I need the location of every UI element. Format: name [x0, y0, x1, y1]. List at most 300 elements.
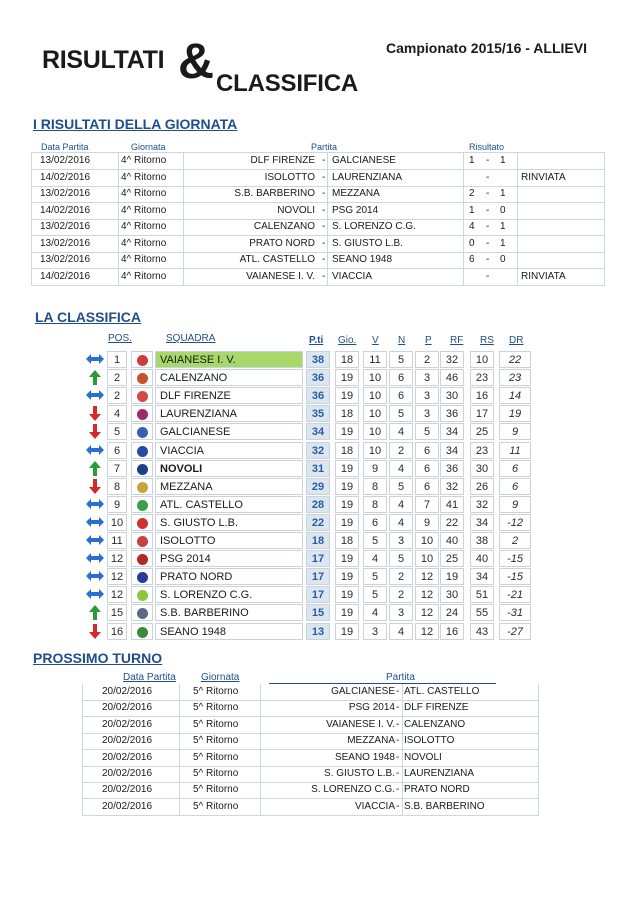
away-team: LAURENZIANA: [332, 171, 403, 183]
losses: 12: [415, 586, 439, 603]
games-played: 19: [335, 623, 359, 640]
goals-against: 34: [470, 514, 494, 531]
title-classifica: CLASSIFICA: [216, 70, 359, 97]
team-logo-icon: [131, 586, 153, 603]
goal-difference: 19: [499, 405, 531, 422]
fixture-column-divider: [538, 684, 539, 815]
team-name: DLF FIRENZE: [155, 387, 303, 404]
goal-difference: 23: [499, 369, 531, 386]
column-divider: [327, 153, 328, 285]
fixture-giornata: 5^ Ritorno: [193, 768, 239, 779]
away-goals: 0: [500, 254, 506, 265]
fixture-away-team: S.B. BARBERINO: [404, 800, 485, 812]
losses: 10: [415, 532, 439, 549]
team-crest-icon: [137, 627, 148, 638]
games-played: 18: [335, 405, 359, 422]
match-separator: -: [322, 221, 326, 232]
fixture-separator: -: [396, 784, 400, 796]
col-header-partita: Partita: [311, 142, 338, 152]
draws: 6: [389, 387, 413, 404]
fixture-separator: -: [396, 686, 400, 697]
fixture-home-team: VIACCIA: [354, 800, 395, 812]
team-logo-icon: [131, 532, 153, 549]
standings-row: [85, 604, 533, 622]
losses: 6: [415, 460, 439, 477]
fixture-home-team: PSG 2014: [348, 702, 395, 714]
pt-col-header-partita: Partita: [386, 672, 415, 683]
team-crest-icon: [137, 518, 148, 529]
team-name: CALENZANO: [155, 369, 303, 386]
wins: 6: [363, 514, 387, 531]
section-classifica-title: LA CLASSIFICA: [35, 309, 142, 325]
fixture-giornata: 5^ Ritorno: [193, 686, 239, 697]
home-team: VAIANESE I. V.: [246, 270, 315, 282]
games-played: 19: [335, 568, 359, 585]
goals-for: 19: [440, 568, 464, 585]
fixture-home-team: S. GIUSTO L.B.: [324, 768, 395, 779]
title-ampersand: &: [178, 33, 215, 89]
standings-row: [85, 423, 533, 441]
losses: 6: [415, 442, 439, 459]
goal-difference: 6: [499, 460, 531, 477]
games-played: 19: [335, 550, 359, 567]
games-played: 19: [335, 387, 359, 404]
team-points: 36: [306, 369, 330, 386]
losses: 5: [415, 423, 439, 440]
goal-difference: -12: [499, 514, 531, 531]
wins: 11: [363, 351, 387, 368]
fixture-home-team: VAIANESE I. V.: [326, 718, 395, 730]
goals-for: 30: [440, 586, 464, 603]
team-points: 22: [306, 514, 330, 531]
match-note: RINVIATA: [521, 270, 566, 282]
away-team: PSG 2014: [332, 204, 379, 216]
team-logo-icon: [131, 387, 153, 404]
fixture-giornata: 5^ Ritorno: [193, 702, 239, 714]
standings-row: [85, 532, 533, 550]
col-header-risultato: Risultato: [469, 142, 505, 152]
games-played: 18: [335, 442, 359, 459]
column-divider: [118, 153, 119, 285]
team-logo-icon: [131, 442, 153, 459]
goal-difference: 6: [499, 478, 531, 495]
wins: 3: [363, 623, 387, 640]
match-separator: -: [322, 270, 326, 282]
draws: 6: [389, 369, 413, 386]
goals-against: 55: [470, 604, 494, 621]
match-separator: -: [322, 155, 326, 166]
goals-against: 38: [470, 532, 494, 549]
draws: 3: [389, 604, 413, 621]
team-crest-icon: [137, 427, 148, 438]
trend-down-arrow-icon: [88, 624, 102, 644]
col-header-pti: P.ti: [309, 335, 324, 346]
fixture-divider: [82, 815, 539, 816]
draws: 5: [389, 351, 413, 368]
match-date: 14/02/2016: [40, 204, 91, 216]
team-points: 36: [306, 387, 330, 404]
team-points: 34: [306, 423, 330, 440]
goal-difference: 22: [499, 351, 531, 368]
standings-row: [85, 496, 533, 514]
team-logo-icon: [131, 351, 153, 368]
home-goals: 1: [469, 155, 475, 166]
draws: 4: [389, 496, 413, 513]
home-team: ATL. CASTELLO: [239, 254, 315, 265]
home-team: NOVOLI: [277, 204, 315, 216]
result-separator: -: [486, 188, 490, 199]
goals-for: 41: [440, 496, 464, 513]
team-crest-icon: [137, 464, 148, 475]
team-crest-icon: [137, 355, 148, 366]
games-played: 19: [335, 496, 359, 513]
col-header-rf: RF: [450, 335, 464, 346]
goals-against: 16: [470, 387, 494, 404]
col-header-data: Data Partita: [41, 142, 89, 152]
draws: 3: [389, 532, 413, 549]
home-team: PRATO NORD: [249, 237, 315, 249]
team-name: VAIANESE I. V.: [155, 351, 303, 368]
standings-row: [85, 351, 533, 369]
goal-difference: -27: [499, 623, 531, 640]
position-number: 12: [107, 586, 127, 603]
goals-for: 16: [440, 623, 464, 640]
standings-row: [85, 460, 533, 478]
fixture-column-divider: [260, 684, 261, 815]
position-number: 6: [107, 442, 127, 459]
standings-row: [85, 514, 533, 532]
fixture-row: [82, 733, 539, 749]
home-goals: 4: [469, 221, 475, 232]
goals-for: 22: [440, 514, 464, 531]
fixture-away-team: PRATO NORD: [404, 784, 470, 796]
losses: 3: [415, 387, 439, 404]
result-separator: -: [486, 204, 490, 216]
match-giornata: 4^ Ritorno: [121, 221, 167, 232]
goals-for: 32: [440, 478, 464, 495]
team-logo-icon: [131, 568, 153, 585]
team-crest-icon: [137, 500, 148, 511]
column-divider: [31, 153, 32, 285]
result-separator: -: [486, 155, 490, 166]
fixture-separator: -: [396, 751, 400, 763]
team-points: 38: [306, 351, 330, 368]
team-logo-icon: [131, 514, 153, 531]
wins: 10: [363, 387, 387, 404]
team-name: GALCIANESE: [155, 423, 303, 440]
away-team: S. LORENZO C.G.: [332, 221, 416, 232]
goals-against: 23: [470, 369, 494, 386]
team-name: NOVOLI: [155, 460, 303, 477]
fixture-giornata: 5^ Ritorno: [193, 784, 239, 796]
standings-row: [85, 387, 533, 405]
goals-against: 51: [470, 586, 494, 603]
match-date: 13/02/2016: [40, 221, 91, 232]
goal-difference: 9: [499, 423, 531, 440]
column-divider: [604, 153, 605, 285]
position-number: 12: [107, 568, 127, 585]
team-points: 32: [306, 442, 330, 459]
wins: 9: [363, 460, 387, 477]
draws: 5: [389, 550, 413, 567]
fixture-home-team: S. LORENZO C.G.: [311, 784, 395, 796]
team-crest-icon: [137, 572, 148, 583]
games-played: 19: [335, 586, 359, 603]
fixture-home-team: SEANO 1948: [334, 751, 395, 763]
col-header-squadra: SQUADRA: [166, 333, 216, 344]
fixture-giornata: 5^ Ritorno: [193, 751, 239, 763]
match-date: 14/02/2016: [40, 270, 91, 282]
goals-for: 40: [440, 532, 464, 549]
team-logo-icon: [131, 460, 153, 477]
match-date: 13/02/2016: [40, 155, 91, 166]
match-giornata: 4^ Ritorno: [121, 171, 167, 183]
standings-row: [85, 478, 533, 496]
fixture-home-team: GALCIANESE: [331, 686, 395, 697]
table-top-border: [31, 152, 605, 153]
match-separator: -: [322, 254, 326, 265]
losses: 12: [415, 604, 439, 621]
goals-for: 46: [440, 369, 464, 386]
home-goals: 2: [469, 188, 475, 199]
fixture-column-divider: [82, 684, 83, 815]
match-date: 13/02/2016: [40, 254, 91, 265]
games-played: 19: [335, 423, 359, 440]
team-points: 17: [306, 568, 330, 585]
team-logo-icon: [131, 423, 153, 440]
pt-col-header-giornata: Giornata: [201, 672, 240, 683]
standings-row: [85, 568, 533, 586]
fixture-away-team: NOVOLI: [404, 751, 442, 763]
goal-difference: 11: [499, 442, 531, 459]
goal-difference: -15: [499, 568, 531, 585]
losses: 9: [415, 514, 439, 531]
wins: 5: [363, 586, 387, 603]
match-giornata: 4^ Ritorno: [121, 237, 167, 249]
fixture-row: [82, 766, 539, 782]
goals-against: 26: [470, 478, 494, 495]
position-number: 9: [107, 496, 127, 513]
column-divider: [183, 153, 184, 285]
team-points: 15: [306, 604, 330, 621]
home-team: DLF FIRENZE: [250, 155, 315, 166]
wins: 4: [363, 550, 387, 567]
position-number: 2: [107, 387, 127, 404]
goals-against: 30: [470, 460, 494, 477]
team-crest-icon: [137, 590, 148, 601]
losses: 2: [415, 351, 439, 368]
match-date: 13/02/2016: [40, 188, 91, 199]
wins: 5: [363, 532, 387, 549]
team-name: S.B. BARBERINO: [155, 604, 303, 621]
standings-row: [85, 405, 533, 423]
fixture-separator: -: [396, 735, 400, 747]
losses: 3: [415, 405, 439, 422]
goal-difference: 9: [499, 496, 531, 513]
fixture-date: 20/02/2016: [102, 686, 153, 697]
home-team: ISOLOTTO: [264, 171, 315, 183]
position-number: 16: [107, 623, 127, 640]
losses: 12: [415, 568, 439, 585]
wins: 8: [363, 478, 387, 495]
team-name: S. GIUSTO L.B.: [155, 514, 303, 531]
away-goals: 1: [500, 188, 506, 199]
away-team: GALCIANESE: [332, 155, 396, 166]
team-name: MEZZANA: [155, 478, 303, 495]
match-giornata: 4^ Ritorno: [121, 270, 167, 282]
games-played: 18: [335, 532, 359, 549]
position-number: 4: [107, 405, 127, 422]
home-goals: 0: [469, 237, 475, 249]
position-number: 15: [107, 604, 127, 621]
team-points: 28: [306, 496, 330, 513]
draws: 5: [389, 405, 413, 422]
goal-difference: -15: [499, 550, 531, 567]
fixture-row: [82, 684, 539, 700]
fixture-giornata: 5^ Ritorno: [193, 735, 239, 747]
fixture-row: [82, 750, 539, 766]
away-team: SEANO 1948: [332, 254, 393, 265]
position-number: 10: [107, 514, 127, 531]
team-crest-icon: [137, 536, 148, 547]
match-separator: -: [322, 237, 326, 249]
title-risultati: RISULTATI: [42, 46, 165, 74]
games-played: 18: [335, 351, 359, 368]
team-logo-icon: [131, 405, 153, 422]
away-goals: 1: [500, 237, 506, 249]
goals-against: 23: [470, 442, 494, 459]
standings-row: [85, 586, 533, 604]
goals-against: 43: [470, 623, 494, 640]
standings-row: [85, 369, 533, 387]
team-name: SEANO 1948: [155, 623, 303, 640]
draws: 4: [389, 623, 413, 640]
fixture-date: 20/02/2016: [102, 735, 153, 747]
team-points: 31: [306, 460, 330, 477]
games-played: 19: [335, 514, 359, 531]
fixture-away-team: LAURENZIANA: [404, 768, 475, 779]
fixture-date: 20/02/2016: [102, 800, 153, 812]
team-crest-icon: [137, 482, 148, 493]
away-goals: 1: [500, 221, 506, 232]
col-header-v: V: [372, 335, 379, 346]
goals-against: 10: [470, 351, 494, 368]
home-team: CALENZANO: [253, 221, 315, 232]
position-number: 2: [107, 369, 127, 386]
wins: 10: [363, 442, 387, 459]
goals-against: 17: [470, 405, 494, 422]
standings-row: [85, 623, 533, 641]
pt-col-header-data: Data Partita: [123, 672, 176, 683]
losses: 3: [415, 369, 439, 386]
goals-against: 40: [470, 550, 494, 567]
team-name: ATL. CASTELLO: [155, 496, 303, 513]
fixture-away-team: ATL. CASTELLO: [404, 686, 480, 697]
goals-for: 34: [440, 442, 464, 459]
goals-for: 24: [440, 604, 464, 621]
team-logo-icon: [131, 604, 153, 621]
match-date: 14/02/2016: [40, 171, 91, 183]
fixture-separator: -: [396, 718, 400, 730]
match-giornata: 4^ Ritorno: [121, 188, 167, 199]
goal-difference: -31: [499, 604, 531, 621]
team-points: 17: [306, 586, 330, 603]
standings-row: [85, 442, 533, 460]
home-goals: 6: [469, 254, 475, 265]
goals-for: 36: [440, 460, 464, 477]
fixture-home-team: MEZZANA: [347, 735, 395, 747]
fixture-giornata: 5^ Ritorno: [193, 800, 239, 812]
fixture-date: 20/02/2016: [102, 718, 153, 730]
match-giornata: 4^ Ritorno: [121, 204, 167, 216]
team-logo-icon: [131, 623, 153, 640]
team-logo-icon: [131, 478, 153, 495]
team-crest-icon: [137, 446, 148, 457]
fixture-separator: -: [396, 768, 400, 779]
losses: 6: [415, 478, 439, 495]
goals-for: 32: [440, 351, 464, 368]
fixture-date: 20/02/2016: [102, 702, 153, 714]
games-played: 19: [335, 478, 359, 495]
standings-row: [85, 550, 533, 568]
fixture-date: 20/02/2016: [102, 768, 153, 779]
losses: 12: [415, 623, 439, 640]
col-header-n: N: [398, 335, 406, 346]
fixture-row: [82, 782, 539, 798]
away-team: S. GIUSTO L.B.: [332, 237, 403, 249]
home-team: S.B. BARBERINO: [234, 188, 315, 199]
match-separator: -: [322, 188, 326, 199]
position-number: 8: [107, 478, 127, 495]
team-name: VIACCIA: [155, 442, 303, 459]
losses: 10: [415, 550, 439, 567]
result-separator: -: [486, 254, 490, 265]
wins: 8: [363, 496, 387, 513]
team-crest-icon: [137, 608, 148, 619]
away-team: MEZZANA: [332, 188, 380, 199]
match-giornata: 4^ Ritorno: [121, 155, 167, 166]
match-date: 13/02/2016: [40, 237, 91, 249]
team-points: 35: [306, 405, 330, 422]
wins: 4: [363, 604, 387, 621]
team-crest-icon: [137, 554, 148, 565]
wins: 10: [363, 369, 387, 386]
match-note: RINVIATA: [521, 171, 566, 183]
goals-for: 25: [440, 550, 464, 567]
column-divider: [517, 153, 518, 285]
team-points: 29: [306, 478, 330, 495]
campionato-label: Campionato 2015/16 - ALLIEVI: [386, 40, 587, 56]
result-separator: -: [486, 171, 490, 183]
fixture-giornata: 5^ Ritorno: [193, 718, 239, 730]
goal-difference: -21: [499, 586, 531, 603]
col-header-dr: DR: [509, 335, 524, 346]
fixture-away-team: CALENZANO: [404, 718, 466, 730]
away-goals: 0: [500, 204, 506, 216]
draws: 2: [389, 442, 413, 459]
team-name: S. LORENZO C.G.: [155, 586, 303, 603]
goals-against: 34: [470, 568, 494, 585]
match-giornata: 4^ Ritorno: [121, 254, 167, 265]
losses: 7: [415, 496, 439, 513]
section-risultati-title: I RISULTATI DELLA GIORNATA: [33, 116, 238, 132]
goals-for: 36: [440, 405, 464, 422]
wins: 10: [363, 423, 387, 440]
goal-difference: 2: [499, 532, 531, 549]
draws: 2: [389, 568, 413, 585]
team-crest-icon: [137, 409, 148, 420]
fixture-row: [82, 799, 539, 815]
